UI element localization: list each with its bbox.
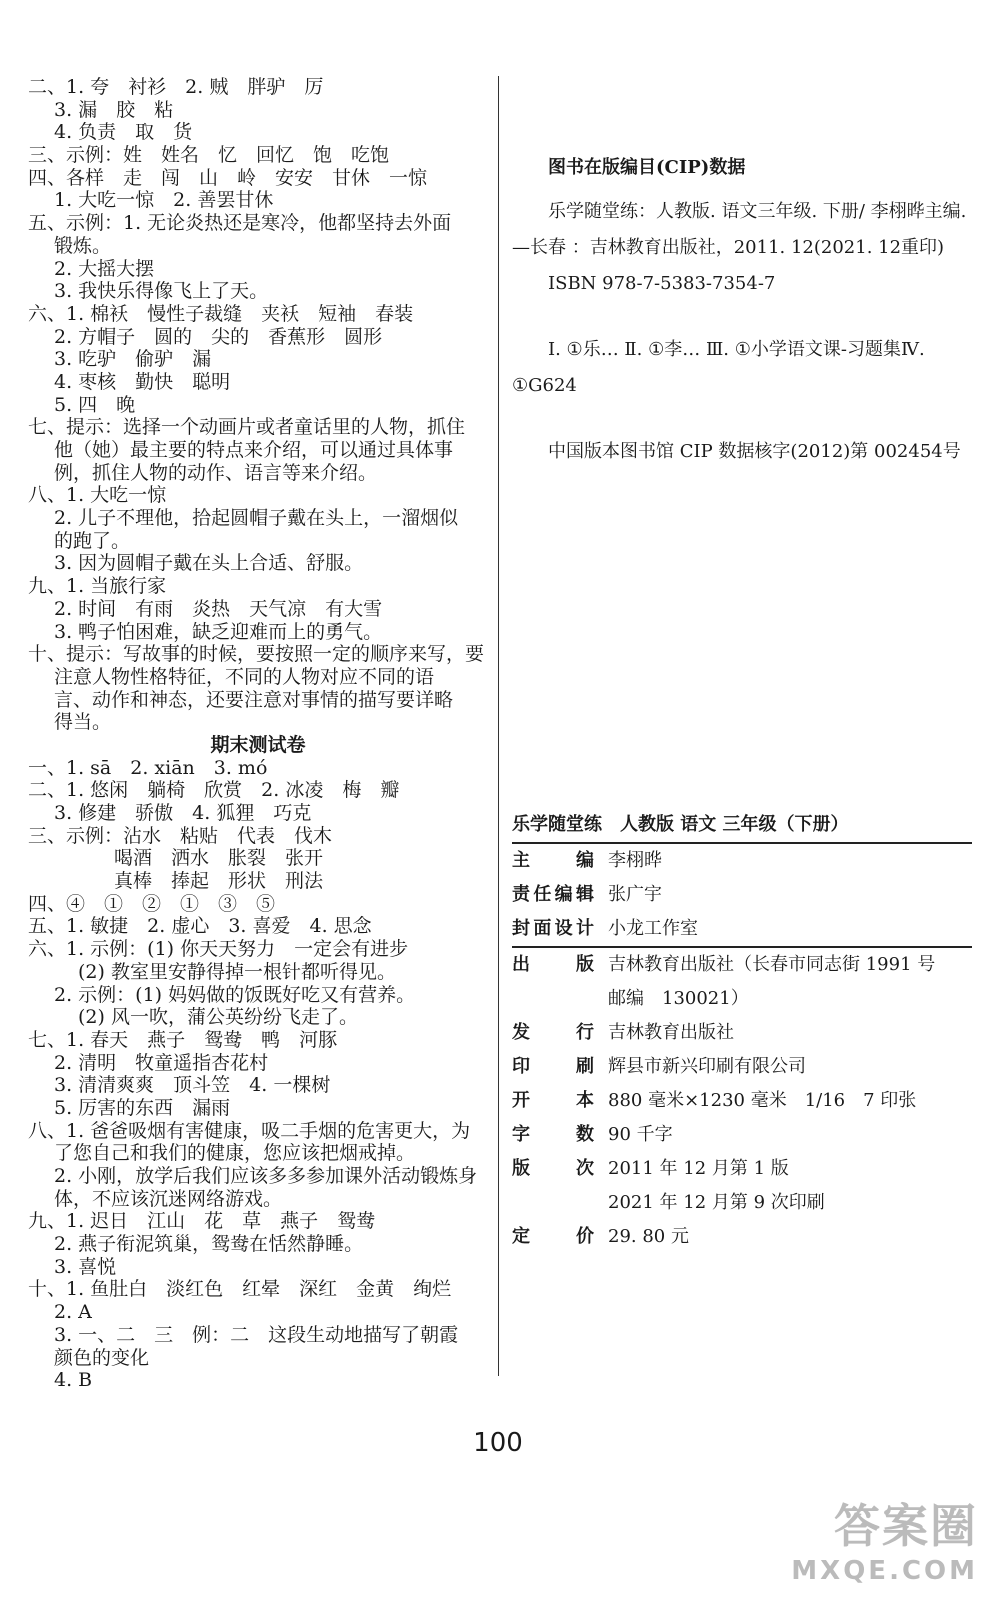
colophon-value-line: 张广宇 — [608, 884, 662, 905]
colophon-value-line: 邮编 130021） — [608, 988, 749, 1009]
column-divider — [498, 76, 499, 1376]
colophon-value — [608, 1050, 972, 1084]
cip-isbn: ISBN 978-7-5383-7354-7 — [548, 273, 776, 294]
colophon-value — [608, 912, 972, 946]
answer-line: 锻炼。 — [54, 234, 112, 257]
answer-line: 4. 枣核 勤快 聪明 — [54, 370, 231, 393]
colophon-value — [608, 1118, 972, 1152]
colophon-label: 发 行 — [512, 1022, 594, 1043]
answer-line: 八、1. 爸爸吸烟有害健康，吸二手烟的危害更大，为 — [28, 1119, 471, 1142]
colophon — [512, 812, 972, 1254]
colophon-value — [608, 1220, 972, 1254]
colophon-label: 出 版 — [512, 954, 594, 975]
colophon-label: 定 价 — [512, 1226, 594, 1247]
answer-line: 2. A — [54, 1301, 92, 1324]
answer-line: (2) 教室里安静得掉一根针都听得见。 — [78, 960, 396, 983]
answer-line: 六、1. 示例：(1) 你天天努力 一定会有进步 — [28, 938, 409, 961]
colophon-value — [608, 1152, 972, 1220]
colophon-value-line: 李栩晔 — [608, 850, 662, 871]
answer-line: 4. B — [54, 1369, 93, 1392]
colophon-title: 乐学随堂练 人教版 语文 三年级（下册） — [512, 812, 972, 844]
colophon-value-line: 吉林教育出版社 — [608, 1022, 734, 1043]
answer-column — [28, 76, 488, 1392]
section-heading: 期末测试卷 — [210, 733, 306, 756]
answer-line: 2. 儿子不理他，拾起圆帽子戴在头上，一溜烟似 — [54, 507, 459, 530]
answer-line: 5. 厉害的东西 漏雨 — [54, 1096, 231, 1119]
colophon-label: 印 刷 — [512, 1056, 594, 1077]
colophon-row — [512, 1152, 972, 1220]
answer-line: 2. 燕子衔泥筑巢，鸳鸯在恬然静睡。 — [54, 1233, 364, 1256]
answer-line: 3. 因为圆帽子戴在头上合适、舒服。 — [54, 552, 364, 575]
page-number: 100 — [473, 1428, 523, 1458]
answer-line: 例，抓住人物的动作、语言等来介绍。 — [54, 461, 378, 484]
answer-line: 5. 四 晚 — [54, 393, 136, 416]
cip-classification: Ⅰ. ①乐… Ⅱ. ①李… Ⅲ. ①小学语文课-习题集Ⅳ. ①G624 — [512, 339, 925, 396]
colophon-row — [512, 912, 972, 948]
colophon-value-line: 吉林教育出版社（长春市同志街 1991 号 — [608, 954, 936, 975]
colophon-label: 字 数 — [512, 1124, 594, 1145]
colophon-label: 开 本 — [512, 1090, 594, 1111]
colophon-value-line: 2011 年 12 月第 1 版 — [608, 1158, 789, 1179]
answer-line: 3. 漏 胶 粘 — [54, 98, 174, 121]
colophon-value-line: 880 毫米×1230 毫米 1/16 7 印张 — [608, 1090, 917, 1111]
answer-line: 了您自己和我们的健康，您应该把烟戒掉。 — [54, 1142, 416, 1165]
colophon-value — [608, 844, 972, 878]
watermark-url: MXQE.COM — [791, 1556, 978, 1586]
answer-line: 3. 鸭子怕困难，缺乏迎难而上的勇气。 — [54, 620, 383, 643]
answer-line: 3. 我快乐得像飞上了天。 — [54, 280, 269, 303]
answer-line: 五、1. 敏捷 2. 虚心 3. 喜爱 4. 思念 — [28, 915, 372, 938]
answer-line: 的跑了。 — [54, 529, 131, 552]
colophon-label: 版 次 — [512, 1158, 594, 1179]
cip-block — [512, 150, 972, 470]
answer-line: 真棒 捧起 形状 刑法 — [114, 870, 324, 893]
answer-line: 喝酒 洒水 胀裂 张开 — [114, 847, 324, 870]
colophon-row — [512, 1016, 972, 1050]
colophon-label: 责任编辑 — [512, 884, 594, 905]
watermark-logo: 答案圈 — [834, 1499, 978, 1553]
colophon-row — [512, 1050, 972, 1084]
colophon-row — [512, 1118, 972, 1152]
answer-line: 3. 清清爽爽 顶斗笠 4. 一棵树 — [54, 1074, 331, 1097]
answer-line: 三、示例：沾水 粘贴 代表 伐木 — [28, 824, 333, 847]
answer-line: 五、示例：1. 无论炎热还是寒冷，他都坚持去外面 — [28, 212, 452, 235]
colophon-row — [512, 878, 972, 912]
answer-line: 颜色的变化 — [54, 1346, 150, 1369]
answer-line: 2. 大摇大摆 — [54, 257, 155, 280]
answer-line: 2. 方帽子 圆的 尖的 香蕉形 圆形 — [54, 325, 383, 348]
answer-line: 得当。 — [54, 711, 112, 734]
answer-line: 七、1. 春天 燕子 鸳鸯 鸭 河豚 — [28, 1028, 338, 1051]
answer-line: 2. 清明 牧童遥指杏花村 — [54, 1051, 269, 1074]
answer-line: 九、1. 当旅行家 — [28, 575, 167, 598]
answer-line: 2. 小刚，放学后我们应该多多参加课外活动锻炼身 — [54, 1165, 478, 1187]
answer-line: 体，不应该沉迷网络游戏。 — [54, 1187, 283, 1210]
answer-line: 3. 吃驴 偷驴 漏 — [54, 348, 212, 371]
watermark — [791, 1490, 978, 1586]
cip-record-number: 中国版本图书馆 CIP 数据核字(2012)第 002454号 — [548, 441, 961, 462]
answer-line: 六、1. 棉袄 慢性子裁缝 夹袄 短袖 春装 — [28, 302, 414, 325]
cip-description: 乐学随堂练：人教版. 语文三年级. 下册/ 李栩晔主编. —长春 ：吉林教育出版社，2011. 12(2021. 12重印) — [512, 201, 967, 258]
answer-line: 3. 喜悦 — [54, 1255, 117, 1278]
cip-title: 图书在版编目(CIP)数据 — [548, 157, 746, 178]
colophon-value-line: 辉县市新兴印刷有限公司 — [608, 1056, 806, 1077]
answer-line: 三、示例：姓 姓名 忆 回忆 饱 吃饱 — [28, 144, 390, 167]
colophon-value-line: 小龙工作室 — [608, 918, 698, 939]
colophon-value — [608, 878, 972, 912]
colophon-row — [512, 948, 972, 1016]
answer-line: 四、④ ① ② ① ③ ⑤ — [28, 892, 276, 915]
answer-line: 注意人物性格特征，不同的人物对应不同的语 — [54, 665, 435, 688]
colophon-label: 封面设计 — [512, 918, 594, 939]
colophon-row — [512, 1220, 972, 1254]
answer-line: 3. 一、二 三 例：二 这段生动地描写了朝霞 — [54, 1323, 459, 1346]
colophon-row — [512, 1084, 972, 1118]
answer-line: 十、1. 鱼肚白 淡红色 红晕 深红 金黄 绚烂 — [28, 1278, 452, 1301]
answer-line: 1. 大吃一惊 2. 善罢甘休 — [54, 189, 274, 212]
answer-line: 3. 修建 骄傲 4. 狐狸 巧克 — [54, 802, 312, 824]
answer-line: (2) 风一吹，蒲公英纷纷飞走了。 — [78, 1006, 358, 1029]
colophon-value-line: 2021 年 12 月第 9 次印刷 — [608, 1192, 825, 1213]
colophon-value-line: 29. 80 元 — [608, 1226, 689, 1247]
answer-line: 2. 示例：(1) 妈妈做的饭既好吃又有营养。 — [54, 983, 416, 1006]
answer-line: 一、1. sā 2. xiān 3. mó — [28, 756, 268, 779]
colophon-value-line: 90 千字 — [608, 1124, 673, 1145]
answer-line: 二、1. 悠闲 躺椅 欣赏 2. 冰凌 梅 瓣 — [28, 779, 400, 802]
answer-line: 言、动作和神态，还要注意对事情的描写要详略 — [54, 688, 454, 711]
answer-line: 十、提示：写故事的时候，要按照一定的顺序来写，要 — [28, 643, 485, 666]
answer-line: 四、各样 走 闯 山 岭 安安 甘休 一惊 — [28, 166, 428, 189]
answer-line: 七、提示：选择一个动画片或者童话里的人物，抓住 — [28, 416, 466, 439]
answer-line: 4. 负责 取 货 — [54, 121, 193, 144]
answer-line: 二、1. 夸 衬衫 2. 贼 胖驴 厉 — [28, 76, 324, 98]
answer-line: 2. 时间 有雨 炎热 天气凉 有大雪 — [54, 597, 383, 620]
answer-line: 他（她）最主要的特点来介绍，可以通过具体事 — [54, 439, 454, 461]
colophon-value — [608, 1084, 972, 1118]
colophon-label: 主 编 — [512, 850, 594, 871]
answer-line: 九、1. 迟日 江山 花 草 燕子 鸳鸯 — [28, 1210, 376, 1233]
colophon-row — [512, 844, 972, 878]
colophon-value — [608, 1016, 972, 1050]
answer-line: 八、1. 大吃一惊 — [28, 484, 167, 507]
colophon-value — [608, 948, 972, 1016]
